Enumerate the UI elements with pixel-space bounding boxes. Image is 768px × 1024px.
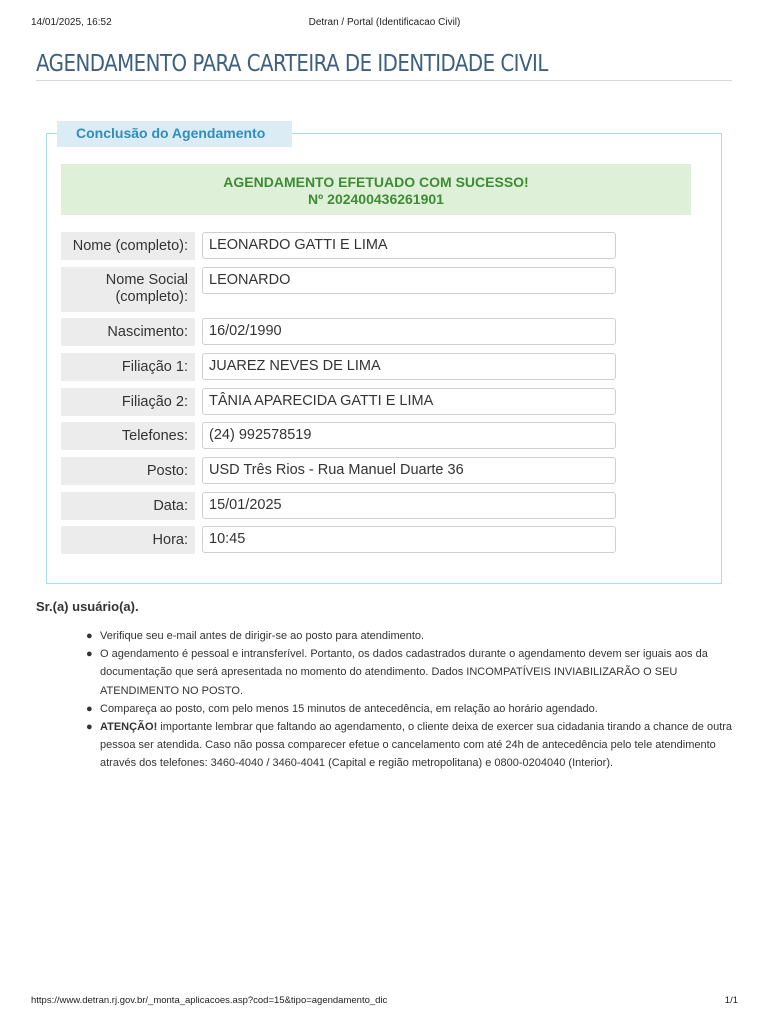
greeting: Sr.(a) usuário(a). bbox=[36, 599, 139, 614]
field-label: Data: bbox=[61, 492, 195, 520]
list-item bbox=[86, 627, 735, 645]
field-value: JUAREZ NEVES DE LIMA bbox=[202, 353, 616, 380]
page-url: https://www.detran.rj.gov.br/_monta_aplicacoes.asp?cod=15&tipo=agendamento_dic bbox=[31, 995, 388, 1006]
print-footer bbox=[31, 995, 738, 1009]
page-title: AGENDAMENTO PARA CARTEIRA DE IDENTIDADE CIVIL bbox=[36, 51, 548, 77]
field-label: Posto: bbox=[61, 457, 195, 485]
field-label: Filiação 2: bbox=[61, 388, 195, 416]
note-text: O agendamento é pessoal e intransferível. Portanto, os dados cadastrados durante o agendamento devem ser iguais aos da documentação que será apresentada no momento do atendimento. Dados INCOMPATÍVEIS INVIABILIZARÃO O SEU ATENDIMENTO NO POSTO. bbox=[100, 648, 708, 697]
print-header bbox=[31, 17, 738, 31]
field-label: Filiação 1: bbox=[61, 353, 195, 381]
note-text: importante lembrar que faltando ao agendamento, o cliente deixa de exercer sua cidadania tirando a chance de outra pessoa ser atendida. Caso não possa comparecer efetue o cancelamento com até 24h de antecedência pelo tele atendimento através dos telefones: 3460-4040 / 3460-4041 (Capital e região metropolitana) e 0800-0204040 (Interior). bbox=[100, 721, 733, 770]
list-item bbox=[86, 718, 735, 773]
page-number: 1/1 bbox=[724, 995, 738, 1006]
field-value: 16/02/1990 bbox=[202, 318, 616, 345]
appointment-number: Nº 202400436261901 bbox=[308, 191, 444, 207]
print-datetime: 14/01/2025, 16:52 bbox=[31, 17, 112, 28]
field-value: LEONARDO bbox=[202, 267, 616, 294]
bullet-icon: ● bbox=[86, 630, 93, 642]
field-label: Nascimento: bbox=[61, 318, 195, 346]
notes-list bbox=[60, 627, 735, 773]
bullet-icon: ● bbox=[86, 721, 93, 734]
field-label: Nome Social (completo): bbox=[61, 267, 195, 312]
field-label: Telefones: bbox=[61, 422, 195, 450]
bullet-icon: ● bbox=[86, 648, 93, 661]
note-emphasis: ATENÇÃO! bbox=[100, 721, 158, 734]
list-item bbox=[86, 645, 735, 700]
field-label: Nome (completo): bbox=[61, 232, 195, 260]
print-doc-title: Detran / Portal (Identificacao Civil) bbox=[308, 17, 461, 28]
field-value: 10:45 bbox=[202, 526, 616, 553]
note-text: Verifique seu e-mail antes de dirigir-se ao posto para atendimento. bbox=[100, 630, 425, 642]
list-item bbox=[86, 700, 735, 718]
bullet-icon: ● bbox=[86, 702, 93, 715]
success-alert bbox=[61, 164, 691, 215]
title-divider bbox=[36, 80, 732, 81]
section-legend: Conclusão do Agendamento bbox=[57, 121, 292, 147]
field-value: LEONARDO GATTI E LIMA bbox=[202, 232, 616, 259]
field-value: USD Três Rios - Rua Manuel Duarte 36 bbox=[202, 457, 616, 484]
field-value: 15/01/2025 bbox=[202, 492, 616, 519]
field-value: TÂNIA APARECIDA GATTI E LIMA bbox=[202, 388, 616, 415]
field-value: (24) 992578519 bbox=[202, 422, 616, 449]
success-message: AGENDAMENTO EFETUADO COM SUCESSO! bbox=[223, 174, 529, 190]
note-text: Compareça ao posto, com pelo menos 15 minutos de antecedência, em relação ao horário agendado. bbox=[100, 702, 598, 715]
field-label: Hora: bbox=[61, 526, 195, 554]
